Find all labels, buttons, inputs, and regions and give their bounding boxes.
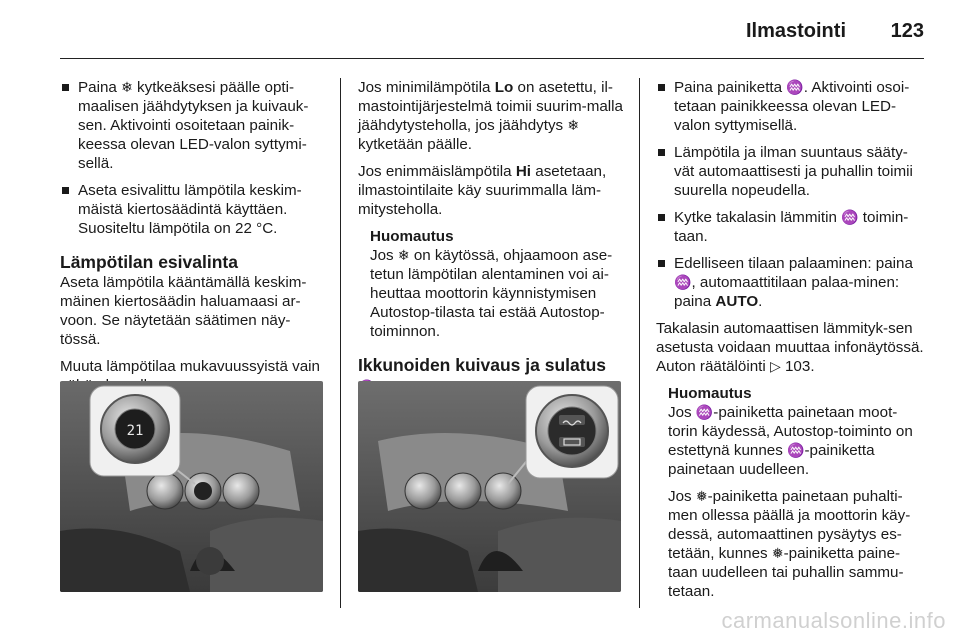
column-divider-1 xyxy=(340,78,341,608)
snowflake-icon: ❄ xyxy=(121,79,133,95)
knob-display-text: 21 xyxy=(126,423,144,439)
column-divider-2 xyxy=(639,78,640,608)
bullet-rear-heater: Kytke takalasin lämmitin ♒ toimin-taan. xyxy=(656,208,926,246)
photo-defrost-button-graphic xyxy=(358,381,621,592)
bullet-previous-state: Edelliseen tilaan palaaminen: paina ♒, automaattitilaan palaa-minen: paina AUTO. xyxy=(656,254,926,311)
page-header xyxy=(60,14,924,50)
fan-icon: ❅ xyxy=(695,488,708,504)
windshield-defrost-icon: ♒ xyxy=(695,404,714,420)
rear-window-heater-icon: ♒ xyxy=(841,209,859,225)
footer-watermark: carmanualsonline.info xyxy=(721,608,946,633)
photo-temperature-knob-graphic xyxy=(60,381,323,592)
column-2 xyxy=(358,78,624,398)
photo-temperature-knob xyxy=(60,381,323,592)
paragraph-lo: Jos minimilämpötila Lo on asetettu, il-mastointijärjestelmä toimii suurim-malla jäähdytysteholla, jos jäähdytys ❄ kytketään päälle. xyxy=(358,79,624,153)
snowflake-icon: ❄ xyxy=(397,247,410,263)
header-rule xyxy=(60,58,924,59)
bullet-preset-temp: Aseta esivalittu lämpötila keskim-mäistä kiertosäädintä käyttäen. Suositeltu lämpötila on 22 °C. xyxy=(60,181,326,238)
paragraph-temp-change: Muuta lämpötilaa mukavuussyistä vain xyxy=(60,358,320,375)
windshield-defrost-icon: ♒ xyxy=(786,79,804,95)
fan-icon: ❅ xyxy=(771,545,784,561)
bullet-ac-cooling: Paina ❄ kytkeäksesi päälle opti-maalisen jäähdytyksen ja kuivauk-sen. Aktivointi osoitetaan painik-keessa olevan LED-valon syttymi-sellä. xyxy=(60,78,326,173)
bullet-defrost-button: Paina painiketta ♒. Aktivointi osoi-tetaan painikkeessa olevan LED-valon syttymisellä. xyxy=(656,78,926,135)
page-title: Ilmastointi xyxy=(745,20,846,42)
page-number: 123 xyxy=(890,20,924,42)
windshield-defrost-icon: ♒ xyxy=(674,274,692,290)
reference-arrow-icon: ▷ xyxy=(769,358,781,374)
paragraph-hi: Jos enimmäislämpötila Hi asetetaan, ilmastointilaite käy suurimmalla läm-mitysteholla. xyxy=(358,163,607,218)
column-3 xyxy=(656,78,926,609)
paragraph-temp-set: Aseta lämpötila kääntämällä keskim-mäinen kiertosäädin haluamaasi ar-voon. Se näytetään säätimen näy-tössä. xyxy=(60,274,307,348)
bullet-auto-temp: Lämpötila ja ilman suuntaus sääty-vät automaattisesti ja puhallin toimii suurella nopeudella. xyxy=(656,143,926,200)
note-defrost-autostop: Huomautus Jos ♒-painiketta painetaan moot-torin käydessä, Autostop-toiminto on estettynä kunnes ♒-painiketta painetaan uudelleen. Jos ❅-painiketta painetaan puhalti-men ollessa päällä ja moottorin käy-dessä, automaattinen pysäytys es-tetään, kunnes ❅-painiketta paine-taan uudelleen tai puhallin sammu-tetaan. xyxy=(668,385,913,600)
windshield-defrost-icon: ♒ xyxy=(787,442,805,458)
heading-defrost: Ikkunoiden kuivaus ja sulatus xyxy=(358,355,624,398)
heading-temp-preselect: Lämpötilan esivalinta xyxy=(60,252,238,272)
note-autostop: Huomautus Jos ❄ on käytössä, ohjaamoon ase-tetun lämpötilan alentaminen voi ai-heuttaa moottorin käynnistymisen Autostop-tilasta tai estää Autostop-toiminnon. xyxy=(370,228,613,340)
photo-defrost-button xyxy=(358,381,621,592)
paragraph-rear-auto: Takalasin automaattisen lämmityk-sen asetusta voidaan muuttaa infonäytössä. Auton räätälöinti ▷ 103. xyxy=(656,320,924,375)
column-1 xyxy=(60,78,326,403)
snowflake-icon: ❄ xyxy=(567,117,580,133)
